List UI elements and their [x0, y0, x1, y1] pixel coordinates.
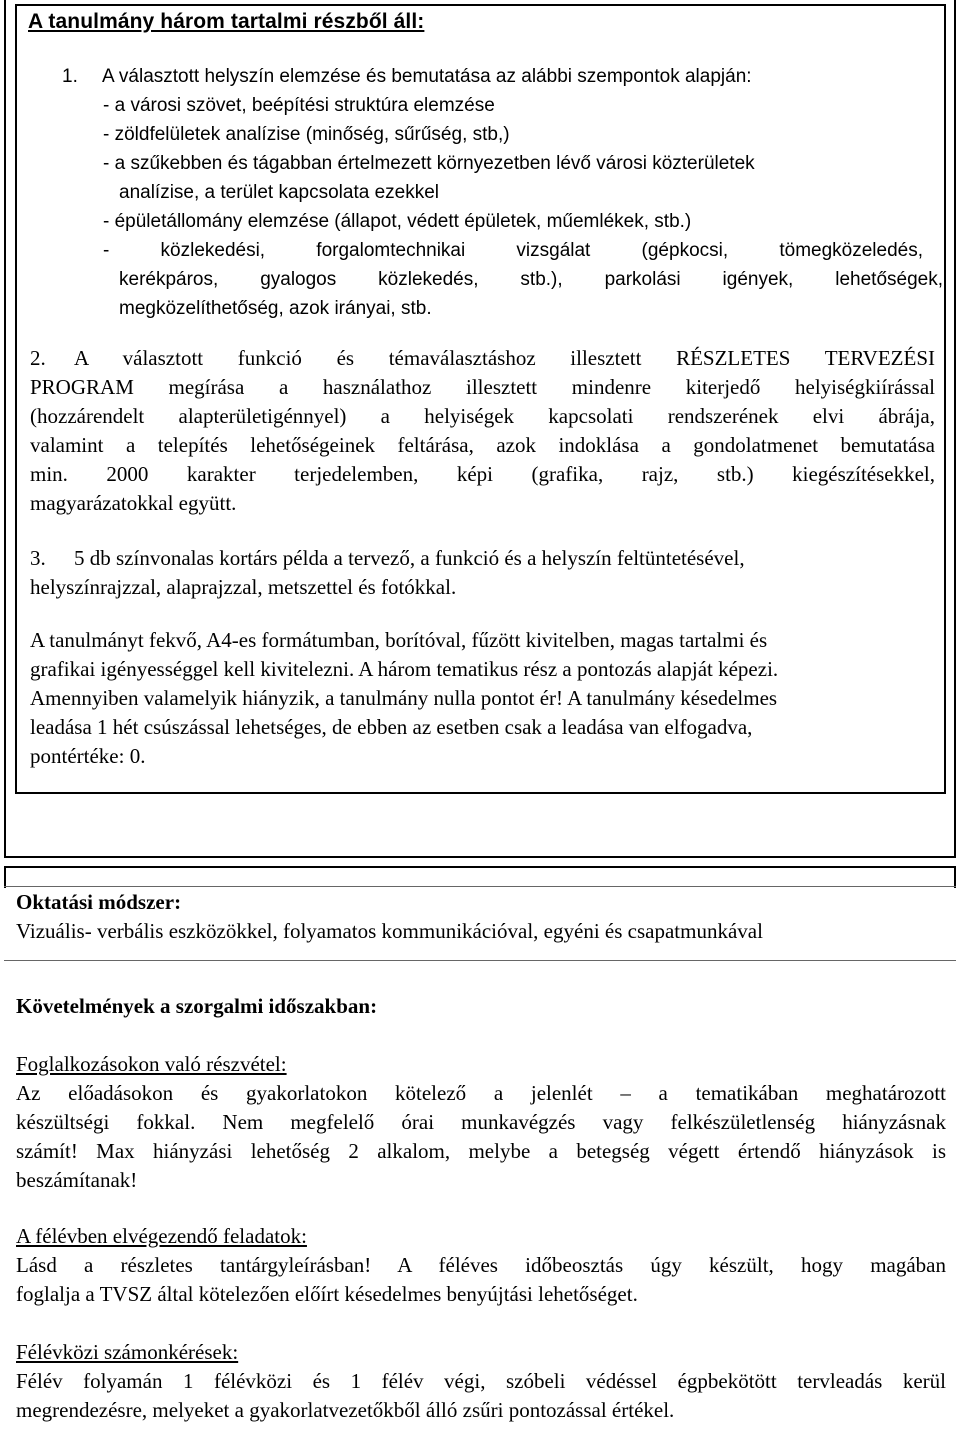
frame-right-inner: [944, 4, 946, 794]
method-section: [16, 888, 946, 946]
closing-line: Amennyiben valamelyik hiányzik, a tanulmány nulla pontot ér! A tanulmány késedelmes: [30, 686, 778, 710]
section-2-line: PROGRAM megírása a használathoz illesztett mindenre kiterjedő helyiségkiírással: [30, 375, 935, 399]
frame-lower-right: [954, 866, 956, 888]
attendance-line: Az előadásokon és gyakorlatokon kötelező a jelenlét – a tematikában meghatározott: [16, 1081, 946, 1105]
attendance-line: beszámítanak!: [16, 1168, 138, 1192]
section-2-number: 2.: [30, 346, 46, 370]
frame-lower-top: [4, 866, 956, 868]
frame-left-outer: [4, 0, 6, 858]
method-title: Oktatási módszer:: [16, 890, 182, 914]
tasks-line: foglalja a TVSZ által kötelezően előírt késedelmes benyújtási lehetőséget.: [16, 1282, 638, 1306]
section-1-line: [42, 236, 923, 265]
section-1-line: - a városi szövet, beépítési struktúra elemzése: [103, 95, 495, 116]
frame-top-box-bottom: [15, 792, 946, 794]
section-3-line: helyszínrajzzal, alaprajzzal, metszettel és fotókkal.: [30, 575, 457, 599]
section-2: [30, 344, 935, 518]
closing-line: A tanulmányt fekvő, A4-es formátumban, borítóval, fűzött kivitelben, magas tartalmi és: [30, 628, 768, 652]
section-1-line-text: - közlekedési, forgalomtechnikai vizsgálat (gépkocsi, tömegközeledés,: [103, 240, 923, 261]
closing-line: pontértéke: 0.: [30, 744, 146, 768]
section-2-line: (hozzárendelt alapterületigénnyel) a helyiségek kapcsolati rendszerének elvi ábrája,: [30, 404, 935, 428]
section-3-line: [30, 544, 935, 573]
closing-line: leadása 1 hét csúszással lehetséges, de ebben az esetben csak a leadása van elfogadva,: [30, 715, 753, 739]
requirements-title: Követelmények a szorgalmi időszakban:: [16, 994, 378, 1018]
section-1-line: - épületállomány elemzése (állapot, védett épületek, műemlékek, stb.): [103, 211, 692, 232]
requirements-section: [16, 992, 946, 1021]
section-2-line: magyarázatokkal együtt.: [30, 491, 237, 515]
frame-lower-left: [4, 866, 6, 888]
attendance-line: készültségi fokkal. Nem megfelelő órai munkavégzés vagy felkészületlenség hiányzásnak: [16, 1110, 946, 1134]
attendance-heading: Foglalkozásokon való részvétel:: [16, 1052, 287, 1076]
section-3-number: 3.: [30, 546, 46, 570]
tasks-section: [16, 1222, 946, 1309]
section-2-line: min. 2000 karakter terjedelemben, képi (grafika, rajz, stb.) kiegészítésekkel,: [30, 462, 935, 486]
section-3-line-text: 5 db színvonalas kortárs példa a tervező, a funkció és a helyszín feltüntetésével,: [74, 546, 745, 570]
section-1-line: analízise, a terület kapcsolata ezekkel: [119, 182, 440, 203]
section-1-line-text: kerékpáros, gyalogos közlekedés, stb.), parkolási igények, lehetőségek,: [119, 269, 943, 290]
frame-bottom-outer: [4, 856, 956, 858]
section-1: [62, 62, 943, 323]
section-3: [30, 544, 935, 602]
attendance-line: számít! Max hiányzási lehetőség 2 alkalom, melybe a betegség végett értendő hiányzások is: [16, 1139, 946, 1163]
exams-heading: Félévközi számonkérések:: [16, 1340, 239, 1364]
section-1-intro: A választott helyszín elemzése és bemutatása az alábbi szempontok alapján:: [102, 66, 752, 87]
section-1-line: - a szűkebben és tágabban értelmezett környezetben lévő városi közterületek: [103, 153, 755, 174]
section-2-line: valamint a telepítés lehetőségeinek feltárása, azok indoklása a gondolatmenet bemutatása: [30, 433, 935, 457]
section-1-line: megközelíthetőség, azok irányai, stb.: [119, 298, 432, 319]
exams-line: Félév folyamán 1 félévközi és 1 félév végi, szóbeli védéssel égpbekötött tervleadás kerül: [16, 1369, 946, 1393]
tasks-heading: A félévben elvégezendő feladatok:: [16, 1224, 307, 1248]
section-1-line: - zöldfelületek analízise (minőség, sűrűség, stb,): [103, 124, 510, 145]
frame-right-outer: [954, 0, 956, 858]
closing-line: grafikai igényességgel kell kivitelezni. A három tematikus rész a pontozás alapját képezi.: [30, 657, 779, 681]
study-heading: A tanulmány három tartalmi részből áll:: [28, 10, 425, 33]
section-1-line: [62, 265, 943, 294]
section-divider: [4, 960, 956, 961]
section-1-number: 1.: [62, 66, 78, 87]
method-text: Vizuális- verbális eszközökkel, folyamatos kommunikációval, egyéni és csapatmunkával: [16, 919, 763, 943]
tasks-line: Lásd a részletes tantárgyleírásban! A féléves időbeosztás úgy készült, hogy magában: [16, 1253, 946, 1277]
frame-lower-bottom: [4, 886, 956, 887]
section-1-intro-line: [62, 62, 922, 91]
exams-line: megrendezésre, melyeket a gyakorlatvezetőkből álló zsűri pontozással értékel.: [16, 1398, 675, 1422]
section-2-line: [30, 344, 935, 373]
section-2-line-text: A választott funkció és témaválasztáshoz illesztett RÉSZLETES TERVEZÉSI: [74, 346, 935, 370]
closing-paragraph: [30, 626, 935, 771]
exams-section: [16, 1338, 946, 1425]
attendance-section: [16, 1050, 946, 1195]
